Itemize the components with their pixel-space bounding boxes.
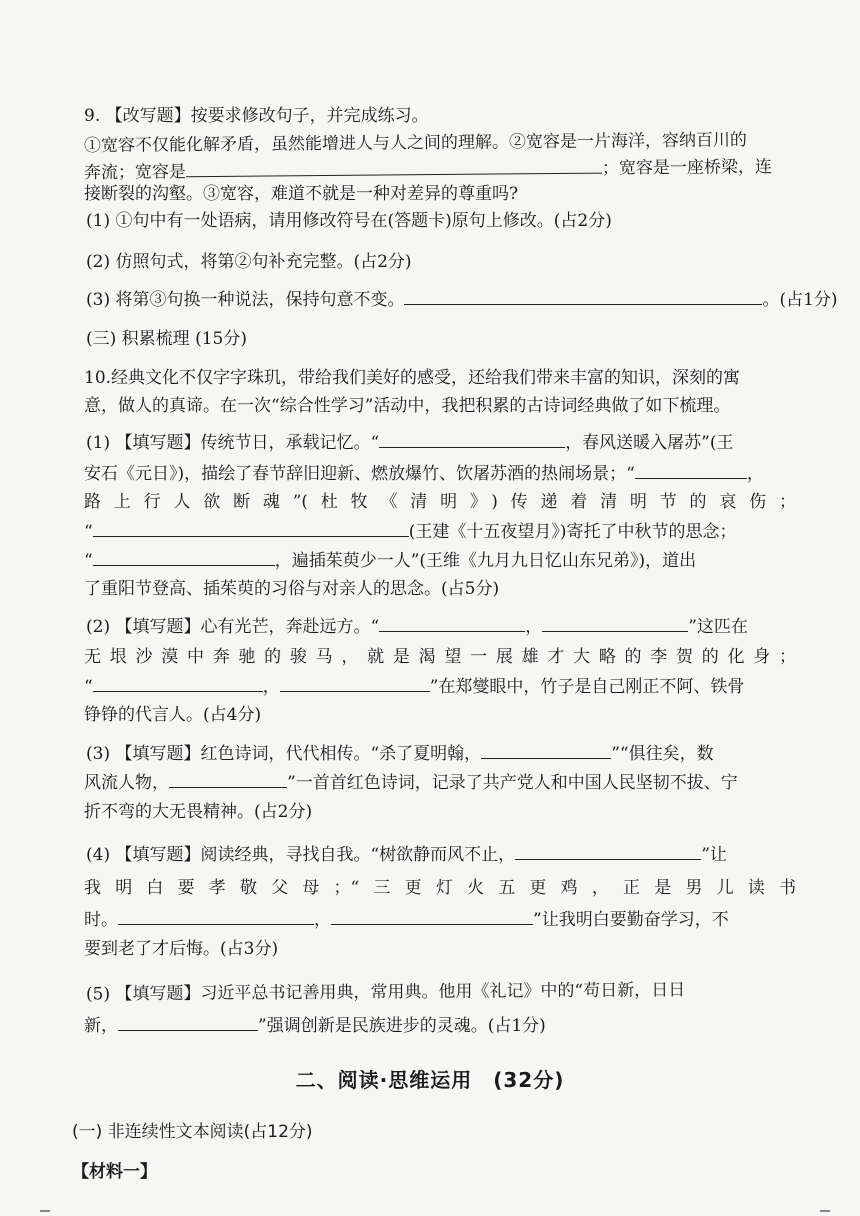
answer-blank[interactable]	[118, 1013, 258, 1031]
q10-p2-l3c: ”在郑燮眼中，竹子是自己刚正不阿、铁骨	[429, 677, 745, 697]
q10-p4-line-2: 我明白要孝敬父母；“三更灯火五更鸡，正是男儿读书	[84, 878, 796, 898]
q10-p1-l5b: ，遍插茱萸少一人”(王维《九月九日忆山东兄弟》)，道出	[274, 551, 697, 571]
q10-p1-line-1	[86, 430, 796, 455]
q10-p3-line-2	[84, 770, 796, 795]
q10-p2-l1a: (2) 【填写题】心有光芒，奔赴远方。“	[86, 617, 380, 637]
answer-blank[interactable]	[93, 548, 275, 566]
q10-p2-l1b: ，	[525, 617, 543, 637]
q10-p4-line-3	[84, 907, 796, 932]
answer-blank[interactable]	[169, 770, 287, 788]
answer-blank[interactable]	[331, 907, 533, 925]
scan-edge-mark	[820, 1210, 830, 1212]
answer-blank[interactable]	[118, 907, 314, 925]
q9-text-line-2	[84, 154, 796, 185]
q10-p3-l1a: (3) 【填写题】红色诗词，代代相传。“杀了夏明翰，	[86, 744, 482, 764]
answer-blank[interactable]	[186, 156, 602, 178]
q10-p5-l2b: ”强调创新是民族进步的灵魂。(占1分)	[258, 1016, 546, 1036]
q10-p1-line-4	[84, 519, 796, 544]
q10-p3-l2b: ”一首首红色诗词，记录了共产党人和中国人民坚韧不拔、宁	[287, 773, 738, 793]
answer-blank[interactable]	[481, 741, 611, 759]
q9-sub-3a: (3) 将第③句换一种说法，保持句意不变。	[86, 290, 405, 310]
material-label: 【材料一】	[72, 1162, 157, 1182]
q9-sub-1: (1) ①句中有一处语病，请用修改符号在(答题卡)原句上修改。(占2分)	[86, 211, 612, 231]
q10-p1-l2a: 安石《元日》)，描绘了春节辞旧迎新、燃放爆竹、饮屠苏酒的热闹场景；“	[84, 464, 635, 484]
q10-p3-l1b: ”“俱往矣，数	[611, 744, 714, 764]
q10-intro-2: 意，做人的真谛。在一次“综合性学习”活动中，我把积累的古诗词经典做了如下梳理。	[84, 396, 731, 416]
q10-p5-line-2	[84, 1013, 796, 1038]
q9-text-2a: 奔流；宽容是	[83, 162, 187, 184]
q10-p2-l1c: ”这匹在	[688, 617, 748, 637]
q9-text-2b: ；宽容是一座桥梁，连	[601, 157, 773, 179]
answer-blank[interactable]	[379, 614, 525, 632]
q10-p4-l1a: (4) 【填写题】阅读经典，寻找自我。“树欲静而风不止，	[86, 845, 516, 865]
q10-p2-line-3	[84, 674, 796, 699]
answer-blank[interactable]	[542, 614, 688, 632]
answer-blank[interactable]	[280, 674, 430, 692]
scan-edge-mark	[40, 1210, 50, 1212]
q10-p4-line-1	[86, 842, 796, 867]
q10-p1-line-3: 路上行人欲断魂”(杜牧《清明》)传递着清明节的哀伤；	[84, 492, 796, 512]
answer-blank[interactable]	[635, 461, 747, 479]
q10-p2-l3b: ，	[262, 677, 280, 697]
q9-sub-3	[86, 287, 838, 312]
q10-p4-l3c: ”让我明白要勤奋学习，不	[533, 910, 729, 930]
q10-intro-1: 10.经典文化不仅字字珠玑，带给我们美好的感受，还给我们带来丰富的知识，深刻的寓	[84, 368, 741, 388]
q10-p1-l2b: ，	[746, 464, 764, 484]
q10-p1-line-5	[84, 548, 796, 573]
answer-blank[interactable]	[515, 842, 701, 860]
q10-p1-l5a: “	[84, 551, 93, 571]
answer-blank[interactable]	[93, 674, 263, 692]
q10-p1-l4a: “	[84, 522, 93, 542]
q10-p4-l3a: 时。	[84, 910, 118, 930]
part3-heading: (三) 积累梳理 (15分)	[86, 329, 247, 349]
q9-text-line-3: 接断裂的沟壑。③宽容，难道不就是一种对差异的尊重吗?	[84, 184, 519, 204]
answer-blank[interactable]	[379, 430, 565, 448]
q9-heading: 9. 【改写题】按要求修改句子，并完成练习。	[84, 106, 429, 126]
q10-p2-line-4: 铮铮的代言人。(占4分)	[84, 705, 262, 725]
q9-sub-2: (2) 仿照句式，将第②句补充完整。(占2分)	[86, 252, 412, 272]
section-subheading: (一) 非连续性文本阅读(占12分)	[72, 1122, 313, 1142]
q10-p5-line-1: (5) 【填写题】习近平总书记善用典，常用典。他用《礼记》中的“苟日新，日日	[85, 980, 686, 1005]
section-title: 二、阅读·思维运用 (32分)	[295, 1068, 565, 1092]
answer-blank[interactable]	[404, 287, 762, 305]
q10-p1-l1a: (1) 【填写题】传统节日，承载记忆。“	[86, 433, 380, 453]
q10-p3-line-3: 折不弯的大无畏精神。(占2分)	[84, 802, 313, 822]
q10-p1-line-6: 了重阳节登高、插茱萸的习俗与对亲人的思念。(占5分)	[84, 579, 500, 599]
q9-text-line-1: ①宽容不仅能化解矛盾，虽然能增进人与人之间的理解。②宽容是一片海洋，容纳百川的	[83, 130, 748, 157]
q10-p2-l3a: “	[84, 677, 93, 697]
q10-p5-l2a: 新，	[84, 1016, 118, 1036]
q10-p3-l2a: 风流人物，	[84, 773, 169, 793]
q10-p1-l1b: ，春风送暖入屠苏”(王	[565, 433, 734, 453]
q10-p4-line-4: 要到老了才后悔。(占3分)	[84, 939, 279, 959]
q10-p1-line-2	[84, 461, 796, 486]
q9-sub-3b: 。(占1分)	[762, 290, 838, 310]
q10-p4-l3b: ，	[314, 910, 331, 930]
q10-p4-l1b: ”让	[701, 845, 727, 865]
q10-p2-line-2: 无垠沙漠中奔驰的骏马，就是渴望一展雄才大略的李贺的化身；	[84, 647, 796, 667]
q10-p3-line-1	[86, 741, 796, 766]
q10-p2-line-1	[86, 614, 796, 639]
q10-p1-l4b: (王建《十五夜望月》)寄托了中秋节的思念；	[408, 522, 737, 542]
answer-blank[interactable]	[93, 519, 409, 537]
